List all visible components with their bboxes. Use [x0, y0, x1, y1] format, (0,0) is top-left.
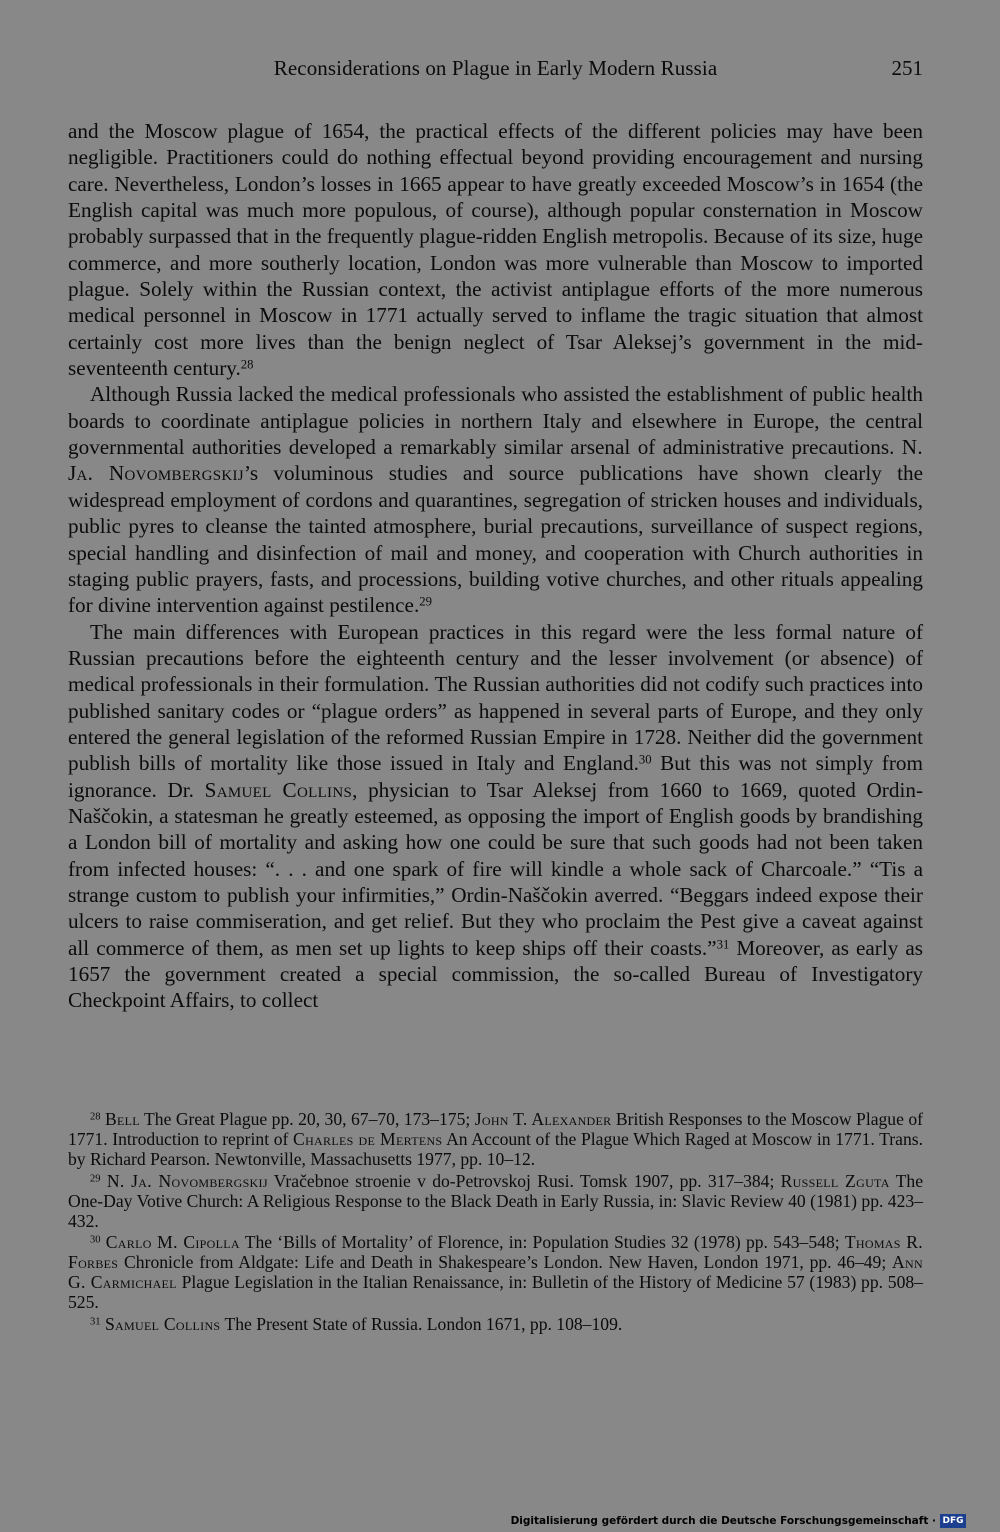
- author-name: N. Ja. Novombergskij: [106, 1170, 268, 1191]
- text-run: Although Russia lacked the medical professionals who assisted the establishment of public health boards to coordinate antiplague policies in northern Italy and elsewhere in Europe, the central governmental authorities developed a remarkably similar arsenal of administrative precautions.: [68, 382, 923, 460]
- page-number: 251: [891, 56, 923, 80]
- text-run: , physician to Tsar Aleksej from 1660 to 1669, quoted Ordin-Naščokin, a statesman he greatly esteemed, as opposing the import of English goods by brandishing a London bill of mortality and asking how one could be sure that such goods had not been taken from infected houses: “. . . and one spark of fire will kindle a whole sack of Charcoale.” “Tis a strange custom to publish your infirmities,” Ordin-Naščokin averred. “Beggars indeed expose their ulcers to raise commiseration, and get relief. But they who proclaim the Pest give a caveat against all commerce of them, as men set up lights to keep ships off their coasts.”: [68, 777, 923, 960]
- text-run: An Account of the Plague Which Raged at Moscow in 1771. Trans. by Richard Pearson. Newtonville, Massachusetts 1977, pp. 10–12.: [68, 1128, 923, 1169]
- running-head: [68, 56, 923, 86]
- author-name: Samuel Collins: [104, 1314, 221, 1335]
- author-name: John T. Alexander: [474, 1109, 612, 1129]
- text-run: Chronicle from Aldgate: Life and Death in Shakespeare’s London. New Haven, London 1971, pp. 46–49;: [118, 1252, 893, 1273]
- text-run: The Present State of Russia. London 1671, pp. 108–109.: [220, 1314, 623, 1335]
- author-name: Ann G. Carmichael: [68, 1252, 923, 1293]
- footnote-marker: 30: [90, 1235, 101, 1247]
- text-run: and the Moscow plague of 1654, the practical effects of the different policies may have been negligible. Practitioners could do nothing effectual beyond providing encouragement and nursing care. Nevertheless, London’s losses in 1665 appear to have greatly exceeded Moscow’s in 1654 (the English capital was much more populous, of course), although popular consternation in Moscow probably surpassed that in the frequently plague-ridden English metropolis. Because of its size, huge commerce, and more southerly location, London was more vulnerable than Moscow to imported plague. Solely within the Russian context, the activist antiplague efforts of the more numerous medical personnel in Moscow in 1771 actually served to inflame the tragic situation that almost certainly cost more lives than the benign neglect of Tsar Aleksej’s government in the mid-seventeenth century.: [68, 119, 923, 381]
- author-name: Charles de Mertens: [293, 1128, 443, 1149]
- footnote-marker: 28: [240, 357, 254, 372]
- text-run: The One-Day Votive Church: A Religious Response to the Black Death in Early Russia, in: Slavic Review 40 (1981) pp. 423–432.: [68, 1170, 924, 1231]
- footnotes: [68, 1110, 923, 1337]
- footnote: [68, 1172, 923, 1232]
- footnote-marker: 29: [90, 1173, 101, 1185]
- text-run: But this was not simply from ignorance. Dr.: [68, 751, 923, 802]
- text-run: The ‘Bills of Mortality’ of Florence, in: Population Studies 32 (1978) pp. 543–548;: [239, 1232, 845, 1253]
- author-name: Thomas R. Forbes: [68, 1232, 923, 1273]
- text-run: British Responses to the Moscow Plague of 1771. Introduction to reprint of: [68, 1109, 924, 1149]
- author-name: Russell Zguta: [780, 1170, 890, 1191]
- text-run: Plague Legislation in the Italian Renaissance, in: Bulletin of the History of Medicine 57 (1983) pp. 508–525.: [68, 1272, 923, 1313]
- footnote: [68, 1233, 923, 1313]
- footnote-marker: 31: [90, 1316, 101, 1328]
- paragraph: [68, 381, 923, 618]
- text-run: Moreover, as early as 1657 the government created a special commission, the so-called Bureau of Investigatory Checkpoint Affairs, to collect: [68, 935, 923, 1013]
- footnote: [68, 1315, 923, 1335]
- running-title: Reconsiderations on Plague in Early Modern Russia: [273, 56, 718, 80]
- author-name: Carlo M. Cipolla: [105, 1232, 240, 1253]
- dfg-logo-icon: DFG: [940, 1514, 966, 1528]
- footnote-marker: 28: [90, 1111, 101, 1123]
- credit-text: Digitalisierung gefördert durch die Deutsche Forschungsgemeinschaft ·: [510, 1515, 936, 1527]
- text-run: The main differences with European practices in this regard were the less formal nature of Russian precautions before the eighteenth century and the lesser involvement (or absence) of medical professionals in their formulation. The Russian authorities did not codify such practices into published sanitary codes or “plague orders” as happened in several parts of Europe, and they only entered the general legislation of the reformed Russian Empire in 1728. Neither did the government publish bills of mortality like those issued in Italy and England.: [68, 619, 923, 776]
- footnote-marker: 31: [716, 937, 730, 952]
- author-name: Bell: [105, 1109, 140, 1129]
- footnote: [68, 1110, 923, 1170]
- author-name: Samuel Collins: [204, 777, 353, 802]
- paragraph: [68, 118, 923, 381]
- text-run: Vračebnoe stroenie v do-Petrovskoj Rusi. Tomsk 1907, pp. 317–384;: [267, 1170, 781, 1191]
- text-run: ’s voluminous studies and source publications have shown clearly the widespread employment of cordons and quarantines, segregation of stricken houses and individuals, public pyres to cleanse the tainted atmosphere, burial precautions, surveillance of suspect regions, special handling and disinfection of mail and money, and cooperation with Church authorities in staging public prayers, fasts, and processions, building votive churches, and other rituals appealing for divine intervention against pestilence.: [68, 461, 923, 618]
- paragraph: [68, 619, 923, 1014]
- footnote-marker: 29: [419, 594, 432, 609]
- digitization-credit: [511, 1514, 966, 1528]
- footnote-marker: 30: [638, 752, 652, 767]
- body-text: [68, 118, 923, 1014]
- text-run: The Great Plague pp. 20, 30, 67–70, 173–175;: [139, 1109, 475, 1129]
- author-name: N. Ja. Novombergskij: [68, 435, 923, 486]
